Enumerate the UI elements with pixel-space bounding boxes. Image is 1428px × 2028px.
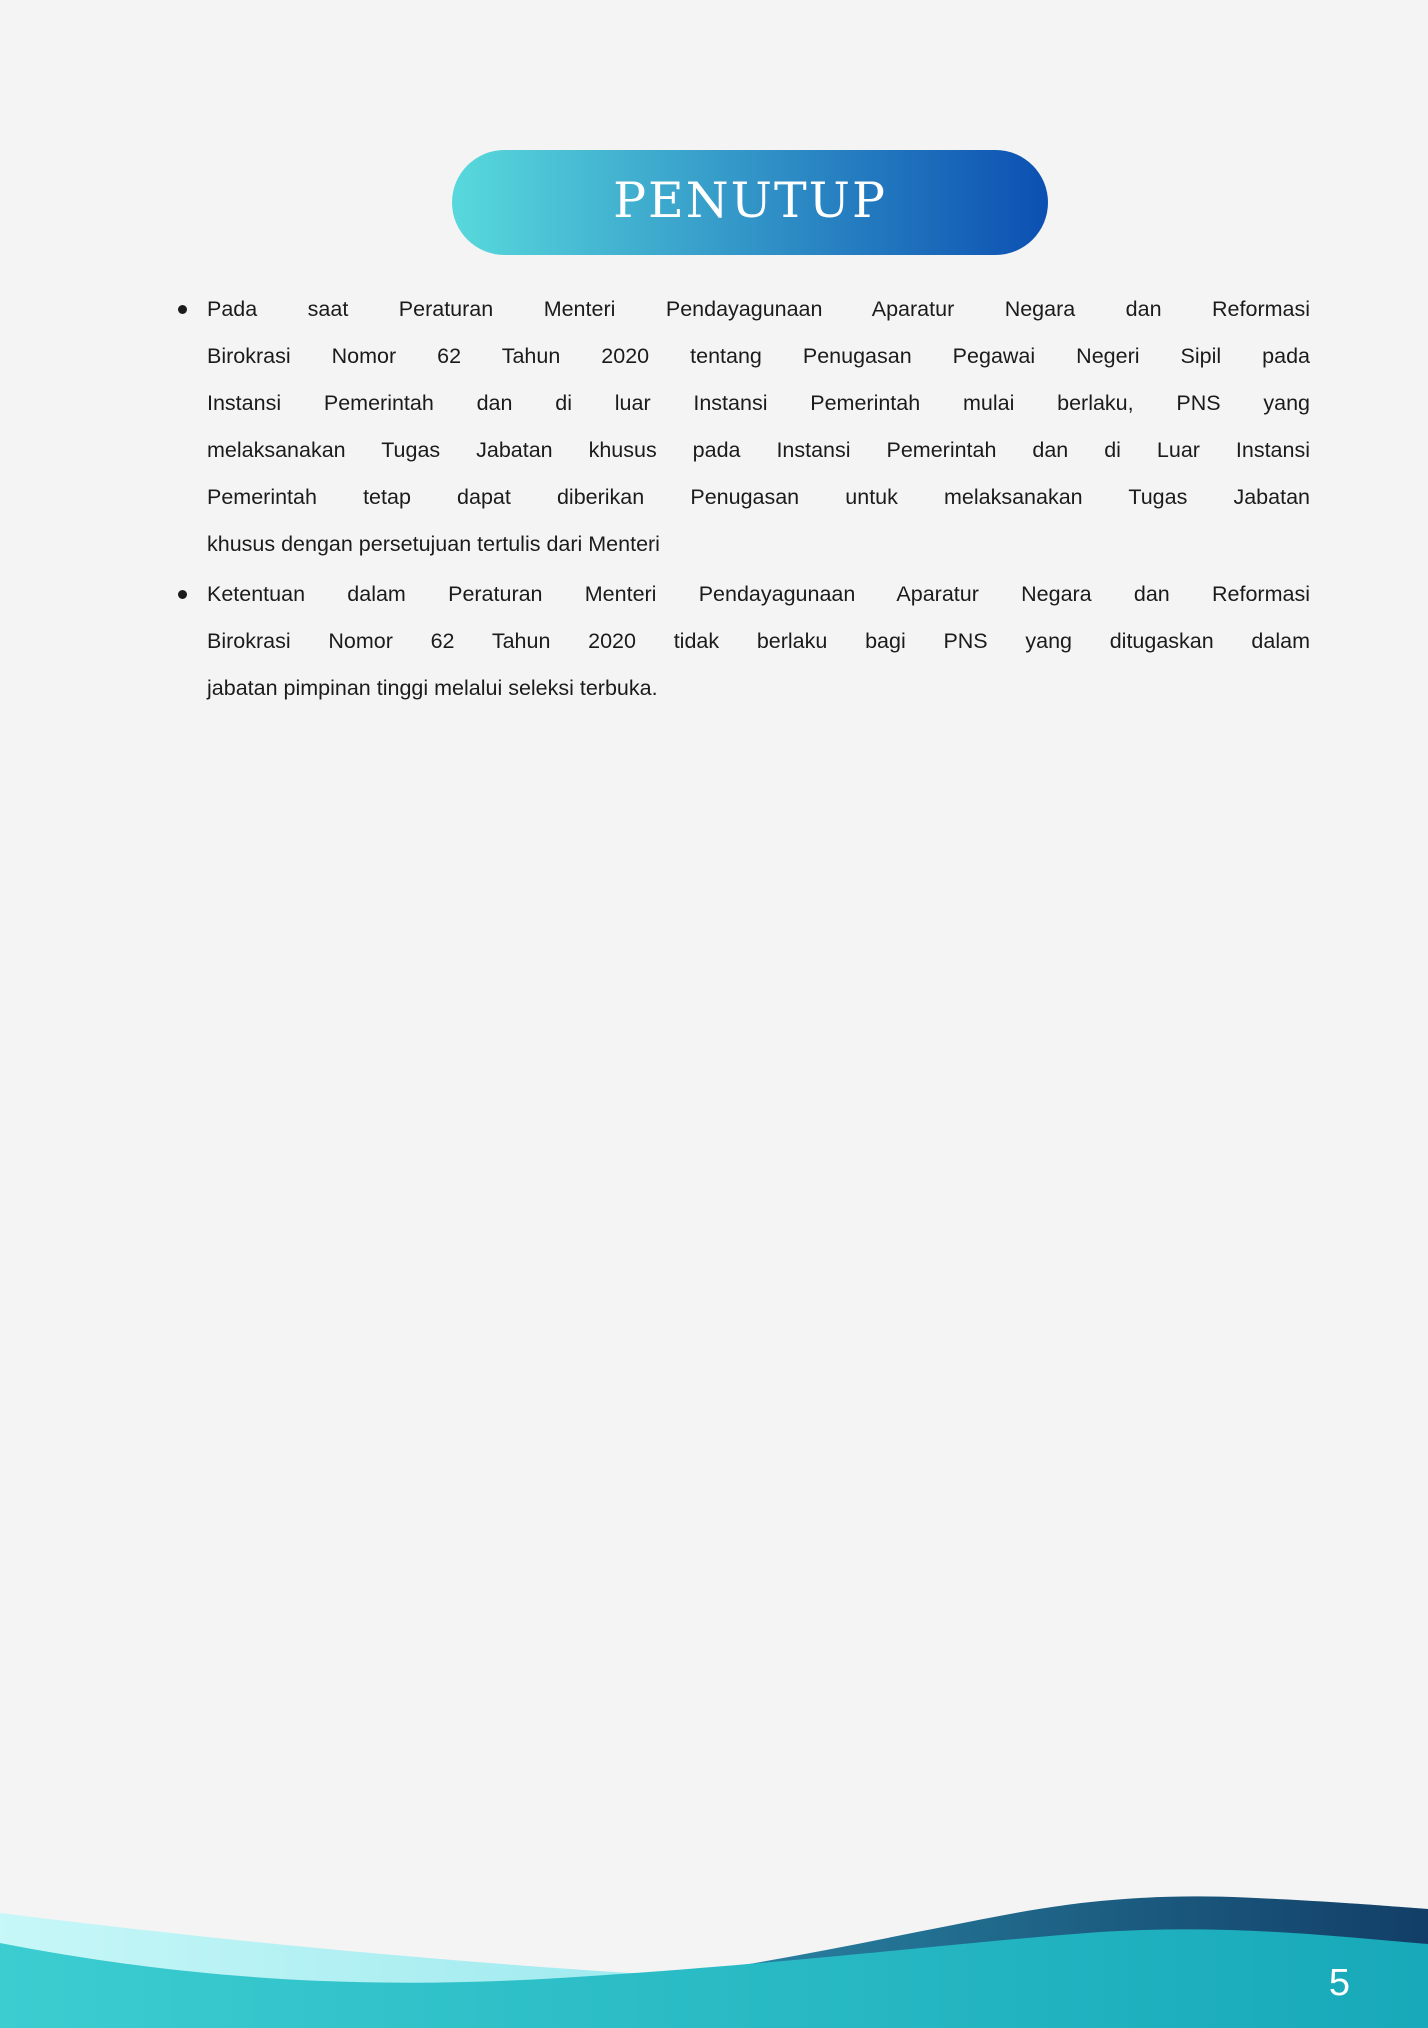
footer-wave-decoration [0,1870,1428,2028]
text-line: Instansi Pemerintah dan di luar Instansi Pemerintah mulai berlaku, PNS yang [207,391,1310,415]
bullet-text [207,286,1310,568]
text-line: khusus dengan persetujuan tertulis dari Menteri [207,532,660,556]
page-number: 5 [1328,1962,1350,2004]
text-line: Birokrasi Nomor 62 Tahun 2020 tidak berlaku bagi PNS yang ditugaskan dalam [207,629,1310,653]
bullet-list [178,286,1310,712]
page-title: PENUTUP [613,172,887,229]
text-line: melaksanakan Tugas Jabatan khusus pada Instansi Pemerintah dan di Luar Instansi [207,438,1310,462]
text-line: jabatan pimpinan tinggi melalui seleksi terbuka. [207,676,658,700]
text-line: Pemerintah tetap dapat diberikan Penugasan untuk melaksanakan Tugas Jabatan [207,485,1310,509]
title-banner [452,150,1048,255]
bullet-text [207,571,1310,712]
bullet-icon [178,590,187,599]
text-line: Pada saat Peraturan Menteri Pendayagunaan Aparatur Negara dan Reformasi [207,297,1310,321]
text-line: Birokrasi Nomor 62 Tahun 2020 tentang Penugasan Pegawai Negeri Sipil pada [207,344,1310,368]
bullet-icon [178,305,187,314]
list-item [178,286,1310,568]
list-item [178,571,1310,712]
text-line: Ketentuan dalam Peraturan Menteri Pendayagunaan Aparatur Negara dan Reformasi [207,582,1310,606]
